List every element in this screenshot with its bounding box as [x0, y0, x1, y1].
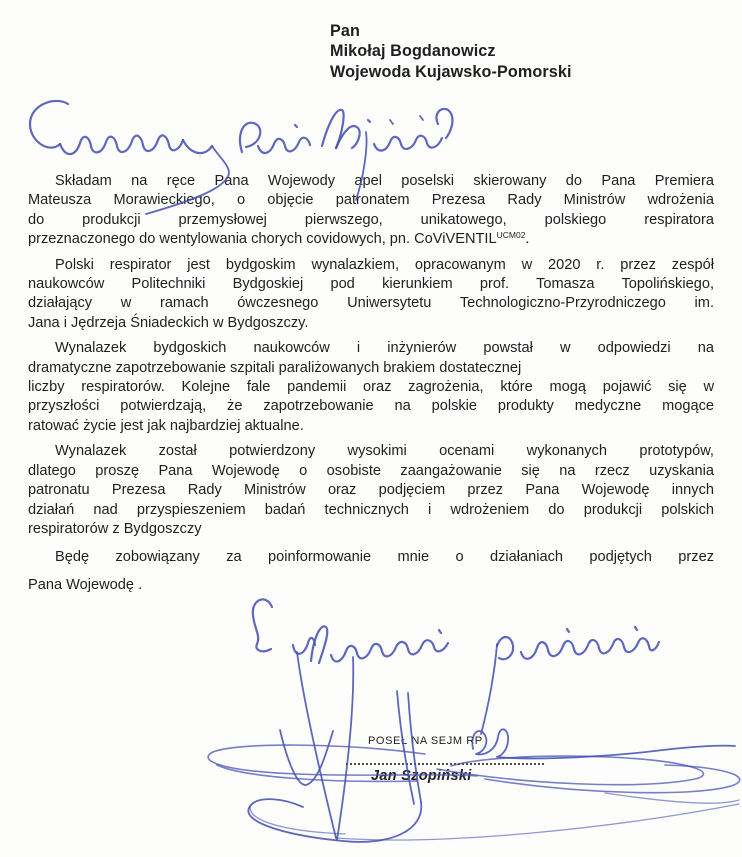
- text-line: działający w ramach ówczesnego Uniwersytetu Technologiczno-Przyrodniczego im.: [28, 295, 714, 312]
- recipient-block: [330, 21, 572, 82]
- text-line: respiratorów z Bydgoszczy: [28, 520, 202, 537]
- text-line: do produkcji przemysłowej pierwszego, unikatowego, polskiego respiratora: [28, 211, 714, 228]
- text-line: dramatyczne zapotrzebowanie szpitali paraliżowanych brakiem dostatecznej: [28, 359, 522, 376]
- recipient-line: Pan: [330, 22, 360, 40]
- text-line: Pana Wojewodę .: [28, 577, 143, 594]
- paragraph: [28, 256, 714, 334]
- text-line: przeznaczonego do wentylowania chorych covidowych, pn. CoViVENTIL$^{UCM02}$.: [28, 230, 530, 248]
- superscript: UCM02: [496, 230, 526, 241]
- signatory-name: Jan Szopiński: [371, 768, 472, 784]
- text-line: Jana i Jędrzeja Śniadeckich w Bydgoszczy.: [28, 314, 309, 331]
- text-line: dlatego proszę Pana Wojewodę o osobiste zaangażowanie się na rzecz uzyskania: [28, 462, 714, 479]
- text-line: działań nad przyspieszeniem badań technicznych i wdrożeniem do produkcji polskich: [28, 501, 714, 518]
- paragraph: [28, 339, 714, 436]
- text-line: ratować życie jest jak najbardziej aktualne.: [28, 417, 304, 434]
- text-line: patronatu Prezesa Rady Ministrów oraz podjęciem przez Pana Wojewodę innych: [28, 482, 714, 499]
- letter-body: [28, 172, 714, 599]
- text-line: Mateusza Morawieckiego, o objęcie patronatem Prezesa Rady Ministrów wdrożenia: [28, 192, 714, 209]
- handwritten-signature-block: [185, 588, 742, 857]
- text-line: Wynalazek został potwierdzony wysokimi ocenami wykonanych prototypów,: [55, 443, 714, 460]
- signature-dotted-line: [346, 763, 544, 765]
- paragraph: [28, 172, 714, 250]
- paragraph: [28, 543, 714, 599]
- text-line: Polski respirator jest bydgoskim wynalazkiem, opracowanym w 2020 r. przez zespół: [55, 256, 714, 273]
- recipient-line: Mikołaj Bogdanowicz: [330, 42, 496, 61]
- text-line: naukowców Politechniki Bydgoskiej pod kierunkiem prof. Tomasza Topolińskiego,: [28, 276, 714, 293]
- recipient-line: Wojewoda Kujawsko-Pomorski: [330, 62, 572, 81]
- text-line: Składam na ręce Pana Wojewody apel poselski skierowany do Pana Premiera: [55, 173, 714, 189]
- handwritten-closing: [253, 599, 659, 734]
- text-line: Będę zobowiązany za poinformowanie mnie o działaniach podjętych przez: [55, 549, 714, 566]
- text-line: przyszłości potwierdzają, że zapotrzebowanie na polskie produkty medyczne mogące: [28, 398, 714, 415]
- paragraph: [28, 442, 714, 539]
- text-line: liczby respiratorów. Kolejne fale pandemii oraz zagrożenia, które mogą pojawić się w: [28, 379, 714, 396]
- signature-title: POSEŁ NA SEJM RP: [368, 735, 483, 747]
- text-line: Wynalazek bydgoskich naukowców i inżynierów powstał w odpowiedzi na: [55, 340, 714, 357]
